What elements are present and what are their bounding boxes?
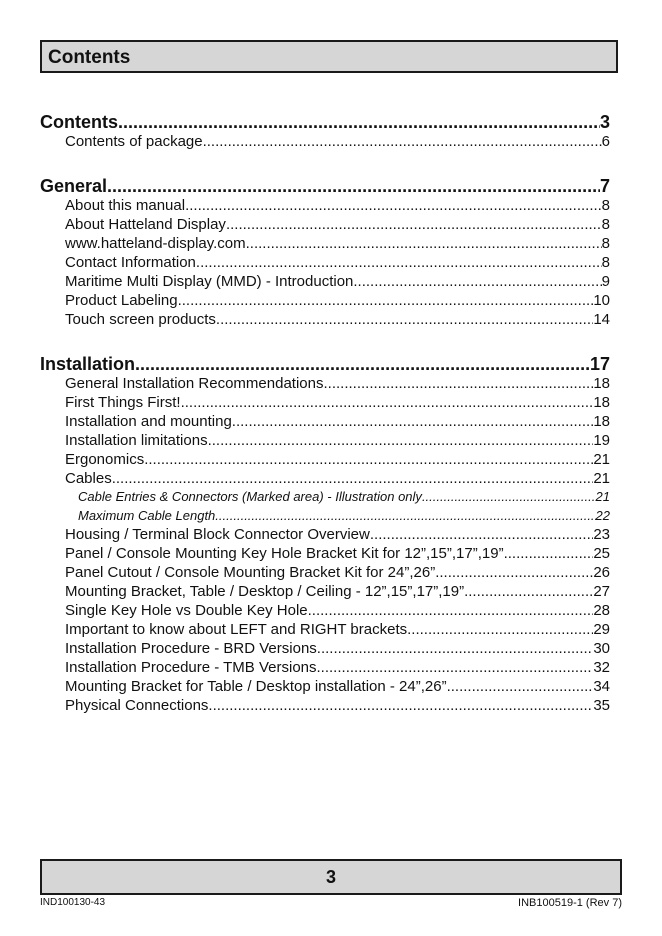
toc-entry[interactable] [40,176,610,198]
toc-entry[interactable] [65,292,610,311]
toc-entry[interactable] [65,432,610,451]
toc-entry[interactable] [65,697,610,716]
toc-entry[interactable] [65,678,610,697]
toc-entry-title: Installation Procedure - TMB Versions [65,659,317,676]
toc-entry[interactable] [65,564,610,583]
toc-entry-page: 30 [593,640,610,657]
toc-entry[interactable] [65,545,610,564]
toc-entry[interactable] [65,659,610,678]
toc-entry-title: www.hatteland-display.com [65,235,246,252]
toc-entry-title: Cables [65,470,112,487]
toc-entry-page: 25 [593,545,610,562]
toc-entry-title: General Installation Recommendations [65,375,324,392]
toc-entry[interactable] [65,583,610,602]
toc-entry-page: 26 [593,564,610,581]
toc-entry-title: First Things First! [65,394,181,411]
toc-entry[interactable] [65,640,610,659]
toc-entry-page: 18 [593,394,610,411]
toc-entry-title: Panel / Console Mounting Key Hole Bracket Kit for 12”,15”,17”,19” [65,545,504,562]
toc-entry[interactable] [65,621,610,640]
toc-entry[interactable] [65,273,610,292]
toc-entry-title: About Hatteland Display [65,216,226,233]
toc-entry[interactable] [65,311,610,330]
toc-entry-page: 28 [593,602,610,619]
toc-entry-page: 9 [601,273,610,290]
toc-entry-title: Installation [40,354,136,374]
toc-entry-page: 8 [601,197,610,214]
toc-entry[interactable] [40,354,610,376]
toc-entry-title: Installation limitations [65,432,208,449]
toc-entry-title: Product Labeling [65,292,178,309]
toc-entry[interactable] [78,489,610,507]
toc-entry[interactable] [65,470,610,489]
toc-entry-title: Installation and mounting [65,413,232,430]
toc-entry-page: 34 [593,678,610,695]
toc-entry[interactable] [40,112,610,134]
toc-entry-title: Touch screen products [65,311,216,328]
toc-entry[interactable] [65,413,610,432]
toc-entry-page: 35 [593,697,610,714]
toc-entry-title: Contents [40,112,118,132]
toc-entry-title: Physical Connections [65,697,209,714]
toc-entry-title: Maritime Multi Display (MMD) - Introduction [65,273,354,290]
toc-entry-page: 23 [593,526,610,543]
toc-entry[interactable] [65,394,610,413]
toc-entry[interactable] [65,235,610,254]
toc-entry-title: Mounting Bracket, Table / Desktop / Ceiling - 12”,15”,17”,19” [65,583,465,600]
toc-entry-page: 14 [593,311,610,328]
toc-entry-title: Housing / Terminal Block Connector Overview [65,526,370,543]
toc-entry-title: Important to know about LEFT and RIGHT brackets [65,621,408,638]
toc-entry-title: Contents of package [65,133,203,150]
document-code-left: IND100130-43 [40,897,106,908]
toc-entry-title: Installation Procedure - BRD Versions [65,640,317,657]
toc-entry[interactable] [65,216,610,235]
toc-entry-page: 27 [593,583,610,600]
toc-entry-title: About this manual [65,197,186,214]
toc-entry[interactable] [65,133,610,152]
toc-entry[interactable] [65,451,610,470]
toc-entry-page: 22 [595,508,610,523]
toc-entry-page: 21 [593,470,610,487]
toc-entry[interactable] [65,197,610,216]
toc-entry-page: 6 [601,133,610,150]
toc-entry-page: 17 [589,354,610,374]
toc-entry-title: Cable Entries & Connectors (Marked area) - Illustration only [78,489,422,504]
document-code-right: INB100519-1 (Rev 7) [518,897,622,909]
page-number: 3 [325,867,336,887]
section-title: Contents [48,47,131,68]
toc-entry-title: Mounting Bracket for Table / Desktop installation - 24”,26” [65,678,447,695]
toc-entry-title: Maximum Cable Length [78,508,216,523]
toc-entry-page: 29 [593,621,610,638]
toc-entry-page: 3 [599,112,610,132]
toc-entry[interactable] [65,526,610,545]
toc-entry-page: 18 [593,413,610,430]
toc-entry-page: 8 [601,235,610,252]
toc-entry[interactable] [65,254,610,273]
toc-entry-title: Panel Cutout / Console Mounting Bracket Kit for 24”,26” [65,564,436,581]
toc-entry-page: 21 [595,489,610,504]
toc-entry-page: 32 [593,659,610,676]
toc-entry-title: Single Key Hole vs Double Key Hole [65,602,308,619]
toc-entry-page: 18 [593,375,610,392]
toc-entry-title: General [40,176,108,196]
page-number-bar [40,859,622,895]
toc-entry-page: 19 [593,432,610,449]
section-header [40,40,618,73]
toc-entry-page: 21 [593,451,610,468]
toc-entry-title: Contact Information [65,254,196,271]
toc-entry[interactable] [78,508,610,526]
toc-entry-page: 8 [601,216,610,233]
toc-entry-page: 10 [593,292,610,309]
toc-entry[interactable] [65,375,610,394]
toc-entry-title: Ergonomics [65,451,145,468]
toc-entry[interactable] [65,602,610,621]
toc-entry-page: 7 [599,176,610,196]
toc-entry-page: 8 [601,254,610,271]
